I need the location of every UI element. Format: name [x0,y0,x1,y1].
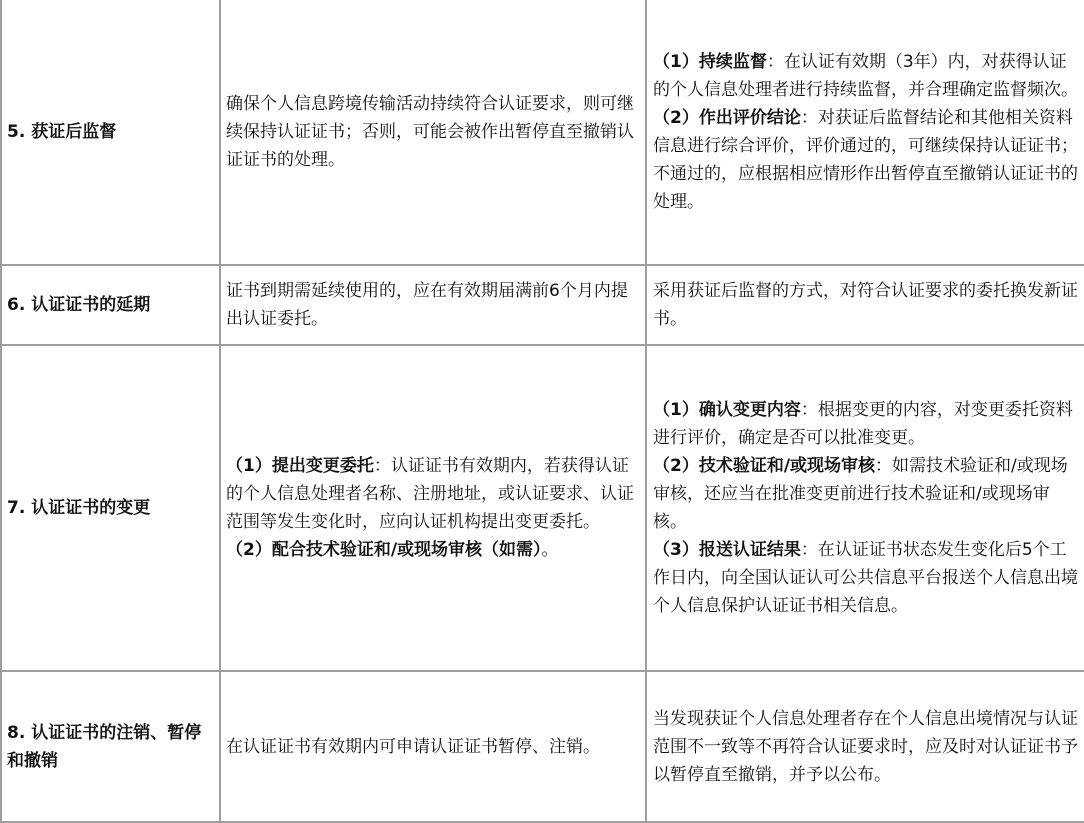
table-row [1,0,1084,265]
process-item: （1）确认变更内容：根据变更的内容，对变更委托资料进行评价，确定是否可以批准变更。 [653,400,1073,448]
process-cell: 当发现获证个人信息处理者存在个人信息出境情况与认证范围不一致等不再符合认证要求时，应及时对认证证书予以暂停直至撤销，并予以公布。 [646,671,1084,822]
step-cell: 5. 获证后监督 [1,0,220,265]
step-cell: 8. 认证证书的注销、暂停和撤销 [1,671,220,822]
table-row [1,265,1084,345]
process-cell [646,345,1084,671]
process-item: （1）持续监督：在认证有效期（3年）内，对获得认证的个人信息处理者进行持续监督，并合理确定监督频次。 [653,52,1078,100]
requirement-item: （2）配合技术验证和/或现场审核（如需）。 [226,540,559,560]
step-cell: 6. 认证证书的延期 [1,265,220,345]
process-cell: 采用获证后监督的方式，对符合认证要求的委托换发新证书。 [646,265,1084,345]
process-item: （3）报送认证结果：在认证证书状态发生变化后5个工作日内，向全国认证认可公共信息平台报送个人信息出境个人信息保护认证证书相关信息。 [653,540,1078,616]
requirement-cell: 确保个人信息跨境传输活动持续符合认证要求，则可继续保持认证证书；否则，可能会被作出暂停直至撤销认证证书的处理。 [220,0,646,265]
requirement-cell: 证书到期需延续使用的，应在有效期届满前6个月内提出认证委托。 [220,265,646,345]
table-row [1,671,1084,822]
table-row [1,345,1084,671]
step-cell: 7. 认证证书的变更 [1,345,220,671]
process-item: （2）技术验证和/或现场审核：如需技术验证和/或现场审核，还应当在批准变更前进行技术验证和/或现场审核。 [653,456,1068,532]
requirement-cell [220,345,646,671]
requirement-cell: 在认证证书有效期内可申请认证证书暂停、注销。 [220,671,646,822]
process-item: （2）作出评价结论：对获证后监督结论和其他相关资料信息进行综合评价，评价通过的，可继续保持认证证书；不通过的，应根据相应情形作出暂停直至撤销认证证书的处理。 [653,108,1078,212]
requirement-item: （1）提出变更委托：认证证书有效期内，若获得认证的个人信息处理者名称、注册地址，或认证要求、认证范围等发生变化时，应向认证机构提出变更委托。 [226,456,634,532]
process-cell [646,0,1084,265]
